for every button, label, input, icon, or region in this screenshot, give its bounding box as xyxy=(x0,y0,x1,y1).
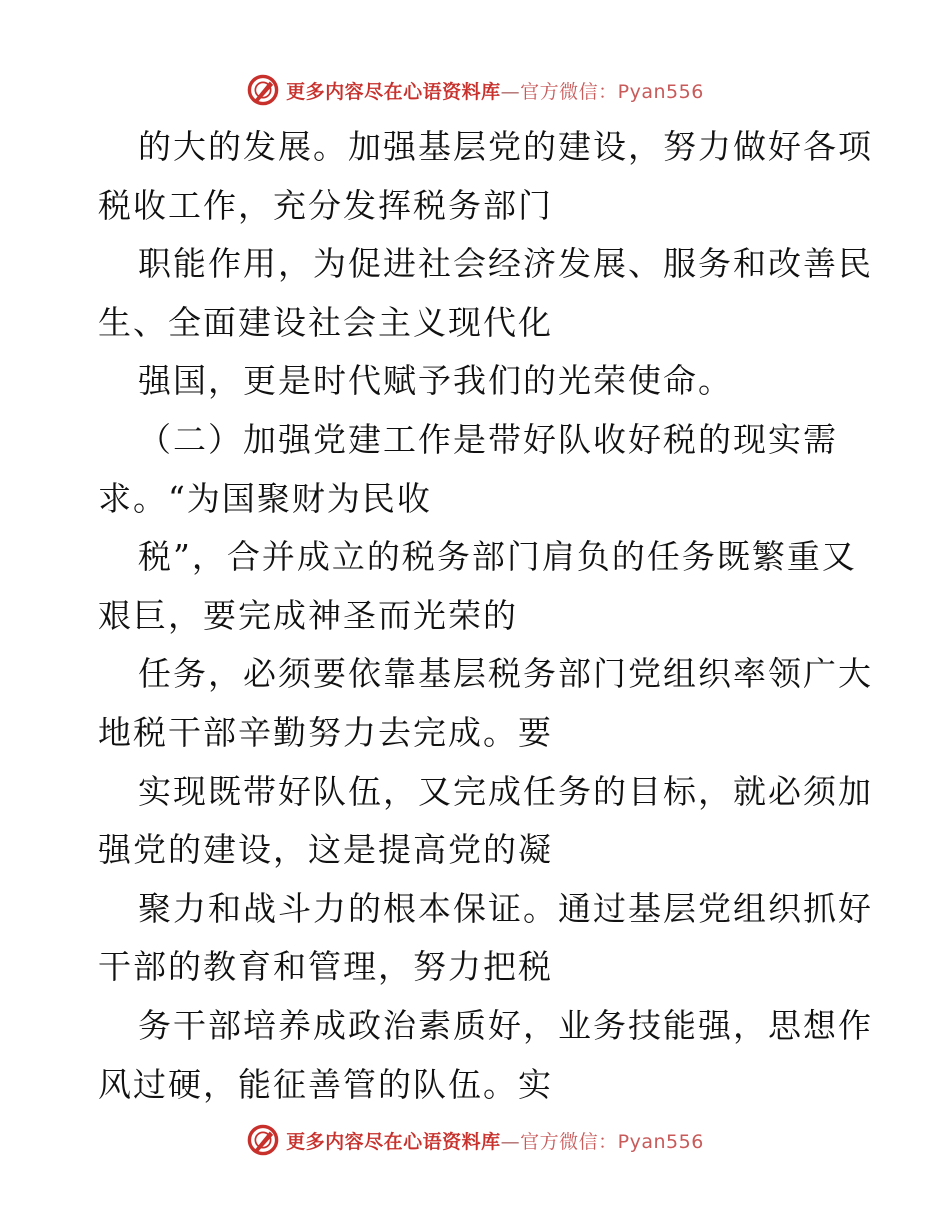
text-line: 任务，必须要依靠基层税务部门党组织率领广大 xyxy=(138,654,873,694)
footer-banner-main: 更多内容尽在心语资料库 xyxy=(286,1130,501,1153)
text-line: 干部的教育和管理，努力把税 xyxy=(98,947,553,987)
text-line: 聚力和战斗力的根本保证。通过基层党组织抓好 xyxy=(138,888,873,928)
footer-banner-text xyxy=(286,1127,704,1154)
text-line: 强党的建设，这是提高党的凝 xyxy=(98,830,553,870)
text-line: 实现既带好队伍，又完成任务的目标，就必须加 xyxy=(138,771,873,811)
text-line: 税”，合并成立的税务部门肩负的任务既繁重又 xyxy=(138,537,857,577)
header-banner-text xyxy=(286,77,704,104)
text-line: 的大的发展。加强基层党的建设，努力做好各项 xyxy=(138,127,873,166)
text-line: 艰巨，要完成神圣而光荣的 xyxy=(98,595,518,635)
text-line: 地税干部辛勤努力去完成。要 xyxy=(98,712,553,752)
header-banner xyxy=(0,70,950,110)
document-body xyxy=(98,118,873,1114)
footer-banner-sep: — xyxy=(500,1130,521,1153)
quill-logo-icon xyxy=(246,1123,280,1157)
text-line: 税收工作，充分发挥税务部门 xyxy=(98,185,553,225)
footer-banner xyxy=(0,1120,950,1160)
header-banner-wechat: 官方微信：Pyan556 xyxy=(520,80,704,103)
footer-banner-wechat: 官方微信：Pyan556 xyxy=(520,1130,704,1153)
text-line: 职能作用，为促进社会经济发展、服务和改善民 xyxy=(138,244,873,284)
header-banner-sep: — xyxy=(500,80,521,103)
text-line: （二）加强党建工作是带好队收好税的现实需 xyxy=(138,419,838,459)
text-line: 强国，更是时代赋予我们的光荣使命。 xyxy=(138,361,733,401)
quill-logo-icon xyxy=(246,73,280,107)
text-line: 生、全面建设社会主义现代化 xyxy=(98,302,553,342)
text-line: 求。“为国聚财为民收 xyxy=(98,478,432,518)
text-line: 务干部培养成政治素质好，业务技能强，思想作 xyxy=(138,1005,873,1045)
header-banner-main: 更多内容尽在心语资料库 xyxy=(286,80,501,103)
text-line: 风过硬，能征善管的队伍。实 xyxy=(98,1064,553,1104)
